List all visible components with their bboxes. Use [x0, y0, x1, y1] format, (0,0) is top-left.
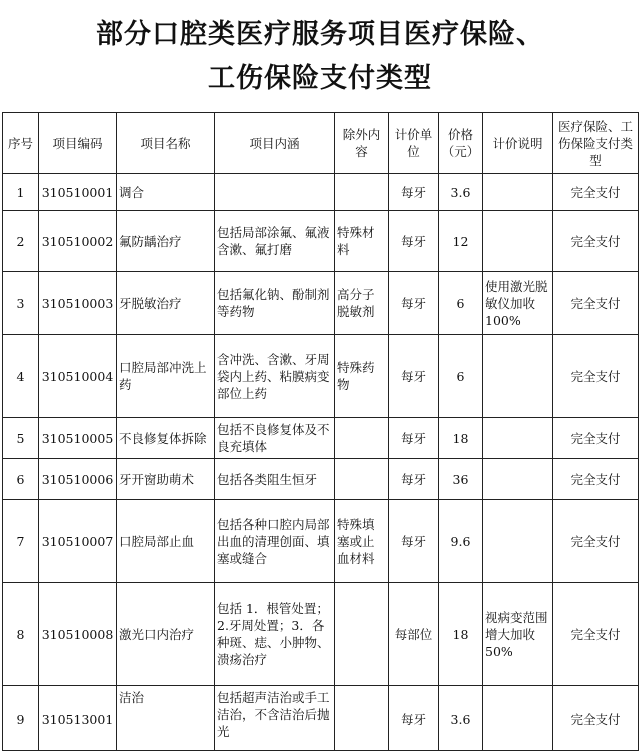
cell-pricing-unit: 每牙	[389, 174, 439, 211]
cell-price: 12	[439, 211, 483, 272]
cell-item-code: 310510001	[39, 174, 117, 211]
cell-serial-number: 9	[3, 686, 39, 751]
header-pricing-note: 计价说明	[483, 113, 553, 174]
cell-item-content: 包括 1．根管处置；2.牙周处置；3．各种斑、痣、小肿物、溃疡治疗	[215, 583, 335, 686]
cell-item-name: 口腔局部冲洗上药	[117, 335, 215, 418]
cell-serial-number: 7	[3, 500, 39, 583]
cell-payment-type: 完全支付	[553, 583, 639, 686]
cell-item-content: 包括不良修复体及不良充填体	[215, 418, 335, 459]
cell-item-name: 牙开窗助萌术	[117, 459, 215, 500]
cell-excluded-content: 特殊填塞或止血材料	[335, 500, 389, 583]
payment-type-table	[2, 112, 639, 751]
table-row	[3, 335, 639, 418]
cell-serial-number: 6	[3, 459, 39, 500]
cell-excluded-content	[335, 174, 389, 211]
cell-payment-type: 完全支付	[553, 418, 639, 459]
cell-payment-type: 完全支付	[553, 272, 639, 335]
cell-pricing-note: 使用激光脱敏仪加收 100%	[483, 272, 553, 335]
cell-item-code: 310510006	[39, 459, 117, 500]
cell-payment-type: 完全支付	[553, 174, 639, 211]
cell-price: 18	[439, 583, 483, 686]
document-title-line-2: 工伤保险支付类型	[208, 63, 432, 94]
cell-payment-type: 完全支付	[553, 335, 639, 418]
table-row	[3, 500, 639, 583]
cell-pricing-unit: 每牙	[389, 272, 439, 335]
cell-item-content: 含冲洗、含漱、牙周袋内上药、粘膜病变部位上药	[215, 335, 335, 418]
cell-payment-type: 完全支付	[553, 459, 639, 500]
table-row	[3, 211, 639, 272]
cell-pricing-note	[483, 335, 553, 418]
cell-pricing-unit: 每牙	[389, 211, 439, 272]
cell-pricing-note	[483, 500, 553, 583]
cell-price: 6	[439, 272, 483, 335]
cell-item-code: 310510003	[39, 272, 117, 335]
cell-payment-type: 完全支付	[553, 500, 639, 583]
cell-pricing-note	[483, 459, 553, 500]
cell-pricing-unit: 每部位	[389, 583, 439, 686]
header-pricing-unit: 计价单位	[389, 113, 439, 174]
cell-serial-number: 8	[3, 583, 39, 686]
cell-item-code: 310510005	[39, 418, 117, 459]
table-row	[3, 174, 639, 211]
cell-pricing-unit: 每牙	[389, 418, 439, 459]
cell-excluded-content: 高分子脱敏剂	[335, 272, 389, 335]
cell-pricing-note	[483, 686, 553, 751]
cell-item-code: 310510008	[39, 583, 117, 686]
header-serial-number: 序号	[3, 113, 39, 174]
cell-excluded-content	[335, 459, 389, 500]
cell-pricing-note	[483, 418, 553, 459]
cell-item-name: 激光口内治疗	[117, 583, 215, 686]
cell-item-content: 包括各类阻生恒牙	[215, 459, 335, 500]
cell-item-name: 氟防龋治疗	[117, 211, 215, 272]
cell-serial-number: 5	[3, 418, 39, 459]
cell-excluded-content	[335, 686, 389, 751]
cell-pricing-unit: 每牙	[389, 459, 439, 500]
cell-price: 6	[439, 335, 483, 418]
cell-pricing-unit: 每牙	[389, 500, 439, 583]
cell-item-content: 包括局部涂氟、氟液含漱、氟打磨	[215, 211, 335, 272]
header-item-code: 项目编码	[39, 113, 117, 174]
header-payment-type: 医疗保险、工伤保险支付类型	[553, 113, 639, 174]
cell-serial-number: 2	[3, 211, 39, 272]
cell-excluded-content: 特殊材料	[335, 211, 389, 272]
cell-payment-type: 完全支付	[553, 211, 639, 272]
cell-pricing-note	[483, 211, 553, 272]
cell-item-name: 口腔局部止血	[117, 500, 215, 583]
table-row	[3, 686, 639, 751]
cell-excluded-content	[335, 418, 389, 459]
cell-item-name: 牙脱敏治疗	[117, 272, 215, 335]
table-header-row	[3, 113, 639, 174]
cell-item-name: 调合	[117, 174, 215, 211]
cell-item-code: 310513001	[39, 686, 117, 751]
cell-excluded-content	[335, 583, 389, 686]
cell-serial-number: 1	[3, 174, 39, 211]
cell-price: 18	[439, 418, 483, 459]
header-item-name: 项目名称	[117, 113, 215, 174]
cell-price: 36	[439, 459, 483, 500]
header-price: 价格（元）	[439, 113, 483, 174]
cell-item-content: 包括氟化钠、酚制剂等药物	[215, 272, 335, 335]
cell-pricing-unit: 每牙	[389, 335, 439, 418]
cell-price: 3.6	[439, 686, 483, 751]
cell-price: 3.6	[439, 174, 483, 211]
cell-pricing-note	[483, 174, 553, 211]
cell-item-code: 310510002	[39, 211, 117, 272]
cell-excluded-content: 特殊药物	[335, 335, 389, 418]
cell-item-code: 310510004	[39, 335, 117, 418]
cell-price: 9.6	[439, 500, 483, 583]
cell-item-code: 310510007	[39, 500, 117, 583]
cell-pricing-unit: 每牙	[389, 686, 439, 751]
cell-payment-type: 完全支付	[553, 686, 639, 751]
table-row	[3, 459, 639, 500]
cell-item-name: 洁治	[117, 686, 215, 751]
table-row	[3, 272, 639, 335]
cell-item-content: 包括超声洁治或手工洁治，不含洁治后抛光	[215, 686, 335, 751]
cell-serial-number: 4	[3, 335, 39, 418]
cell-serial-number: 3	[3, 272, 39, 335]
header-excluded-content: 除外内容	[335, 113, 389, 174]
document-title-line-1: 部分口腔类医疗服务项目医疗保险、	[96, 19, 544, 50]
table-row	[3, 583, 639, 686]
cell-item-content: 包括各种口腔内局部出血的清理创面、填塞或缝合	[215, 500, 335, 583]
cell-pricing-note: 视病变范围增大加收 50%	[483, 583, 553, 686]
cell-item-content	[215, 174, 335, 211]
header-item-content: 项目内涵	[215, 113, 335, 174]
table-row	[3, 418, 639, 459]
cell-item-name: 不良修复体拆除	[117, 418, 215, 459]
